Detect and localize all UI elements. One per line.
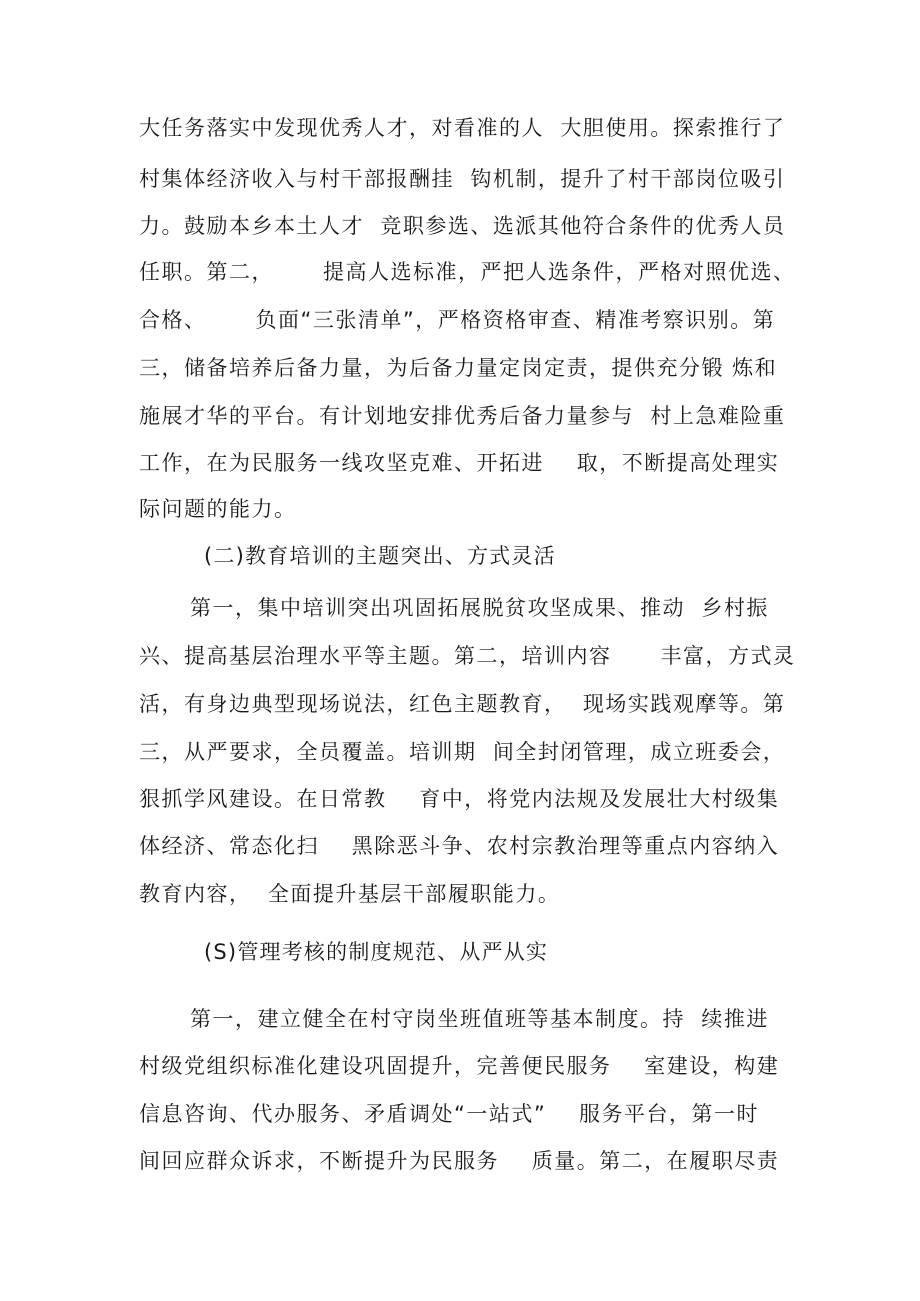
paragraph-line: 活，有身边典型现场说法，红色主题教育， 现场实践观摩等。第 [139, 692, 786, 716]
paragraph-line: 第一，建立健全在村守岗坐班值班等基本制度。持 续推进 [190, 1007, 769, 1031]
paragraph-line: 第一，集中培训突出巩固拓展脱贫攻坚成果、推动 乡村振 [190, 596, 769, 620]
paragraph-line: 际问题的能力。 [139, 497, 297, 521]
paragraph-line: 三，从严要求，全员覆盖。培训期 间全封闭管理，成立班委会， [139, 740, 786, 764]
paragraph-line: 间回应群众诉求，不断提升为民服务 质量。第二，在履职尽责 [139, 1149, 780, 1173]
paragraph-line: 工作，在为民服务一线攻坚克难、开拓进 取，不断提高处理实 [139, 451, 780, 475]
paragraph-line: 任职。第二， 提高人选标准，严把人选条件，严格对照优选、 [139, 260, 796, 284]
paragraph-line: 体经济、常态化扫 黑除恶斗争、农村宗教治理等重点内容纳入 [139, 834, 780, 858]
section-heading: (二)教育培训的主题突出、方式灵活 [204, 544, 556, 568]
paragraph-line: 合格、 负面“三张清单”，严格资格审查、精准考察识别。第 [139, 308, 776, 332]
paragraph-line: 三，储备培养后备力量，为后备力量定岗定责，提供充分锻 炼和 [139, 356, 778, 380]
paragraph-line: 信息咨询、代办服务、矛盾调处“一站式” 服务平台，第一时 [139, 1102, 759, 1126]
paragraph-line: 力。鼓励本乡本土人才 竞职参选、选派其他符合条件的优秀人员 [139, 214, 786, 238]
section-heading: (S)管理考核的制度规范、从严从实 [204, 940, 549, 964]
paragraph-line: 兴、提高基层治理水平等主题。第二，培训内容 丰富，方式灵 [139, 644, 796, 668]
paragraph-line: 大任务落实中发现优秀人才，对看准的人 大胆使用。探索推行了 [139, 116, 786, 140]
paragraph-line: 村集体经济收入与村干部报酬挂 钩机制，提升了村干部岗位吸引 [139, 167, 786, 191]
paragraph-line: 施展才华的平台。有计划地安排优秀后备力量参与 村上急难险重 [139, 404, 786, 428]
paragraph-line: 村级党组织标准化建设巩固提升，完善便民服务 室建设，构建 [139, 1054, 780, 1078]
paragraph-line: 教育内容， 全面提升基层干部履职能力。 [139, 882, 561, 906]
paragraph-line: 狠抓学风建设。在日常教 育中，将党内法规及发展壮大村级集 [139, 787, 780, 811]
